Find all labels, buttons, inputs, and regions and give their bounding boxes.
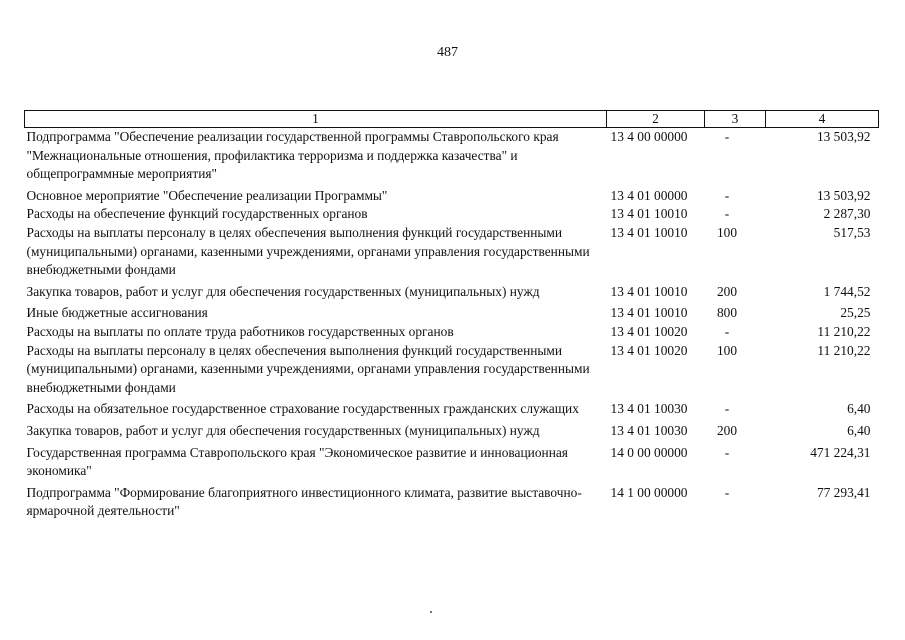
row-expense-type: - [724,444,730,460]
row-code: 14 1 00 00000 [610,484,688,500]
table-header [25,111,879,128]
row-name: Иные бюджетные ассигнования [26,305,208,321]
row-amount: 1 744,52 [823,283,871,299]
row-amount: 6,40 [847,422,871,438]
row-expense-type: - [724,484,730,500]
header-row [25,111,879,128]
row-name: Закупка товаров, работ и услуг для обеспечения государственных (муниципальных) нужд [26,283,540,299]
row-name: Расходы на выплаты по оплате труда работников государственных органов [26,323,454,339]
table-row [25,422,879,444]
row-code: 13 4 01 10010 [610,206,688,222]
row-code: 13 4 01 10020 [610,342,688,358]
row-amount: 77 293,41 [816,484,871,500]
row-name: Расходы на обязательное государственное страхование государственных гражданских служащих [26,401,579,417]
row-code: 13 4 01 10010 [610,224,688,240]
row-amount: 13 503,92 [816,187,871,203]
row-expense-type: 100 [716,224,738,240]
row-amount: 11 210,22 [817,323,871,339]
scan-speck [430,611,432,613]
row-name: Расходы на выплаты персоналу в целях обеспечения выполнения функций государственными (муниципальными) органами, казенными учреждениями, органами управления государственными внебюджетными фондами [26,342,590,395]
table-row [25,205,879,224]
budget-table [24,110,879,521]
row-amount: 13 503,92 [816,129,871,144]
table-row [25,484,879,521]
row-amount: 11 210,22 [817,342,871,358]
table-row [25,187,879,206]
row-expense-type: - [724,129,730,144]
row-code: 13 4 01 10010 [610,283,688,299]
row-expense-type: - [724,187,730,203]
row-name: Расходы на обеспечение функций государственных органов [26,206,368,222]
header-col-2: 2 [607,111,705,128]
row-amount: 6,40 [847,401,871,417]
page-number: 487 [437,45,458,60]
table-row [25,400,879,422]
row-amount: 2 287,30 [823,206,871,222]
row-name: Расходы на выплаты персоналу в целях обеспечения выполнения функций государственными (муниципальными) органами, казенными учреждениями, органами управления государственными внебюджетными фондами [26,224,590,278]
row-code: 13 4 01 10010 [610,305,688,321]
header-col-3: 3 [705,111,766,128]
row-amount: 471 224,31 [810,444,871,460]
row-expense-type: - [724,323,730,339]
table-row [25,128,879,187]
table-row [25,304,879,323]
header-col-1: 1 [25,111,607,128]
row-code: 13 4 00 00000 [610,129,688,144]
row-amount: 25,25 [840,305,871,321]
row-amount: 517,53 [833,224,871,240]
row-code: 13 4 01 10030 [610,401,688,417]
table-body [25,128,879,521]
table-row [25,444,879,484]
row-expense-type: 800 [716,305,738,321]
row-expense-type: - [724,401,730,417]
row-name: Закупка товаров, работ и услуг для обеспечения государственных (муниципальных) нужд [26,422,540,438]
row-code: 13 4 01 10020 [610,323,688,339]
header-col-4: 4 [766,111,879,128]
table-row [25,283,879,305]
row-code: 14 0 00 00000 [610,444,688,460]
row-expense-type: - [724,206,730,222]
row-name: Основное мероприятие "Обеспечение реализации Программы" [26,187,388,203]
row-name: Государственная программа Ставропольского края "Экономическое развитие и инновационная экономика" [26,444,568,479]
row-code: 13 4 01 10030 [610,422,688,438]
row-code: 13 4 01 00000 [610,187,688,203]
row-expense-type: 100 [716,342,738,358]
row-expense-type: 200 [716,422,738,438]
table-row [25,224,879,283]
row-expense-type: 200 [716,283,738,299]
row-name: Подпрограмма "Обеспечение реализации государственной программы Ставропольского края "Межнациональные отношения, профилактика терроризма и поддержка казачества" и общепрограммные мероприятия" [26,129,559,182]
table-row [25,323,879,342]
row-name: Подпрограмма "Формирование благоприятного инвестиционного климата, развитие выставочно-ярмарочной деятельности" [26,484,582,519]
table-row [25,342,879,401]
